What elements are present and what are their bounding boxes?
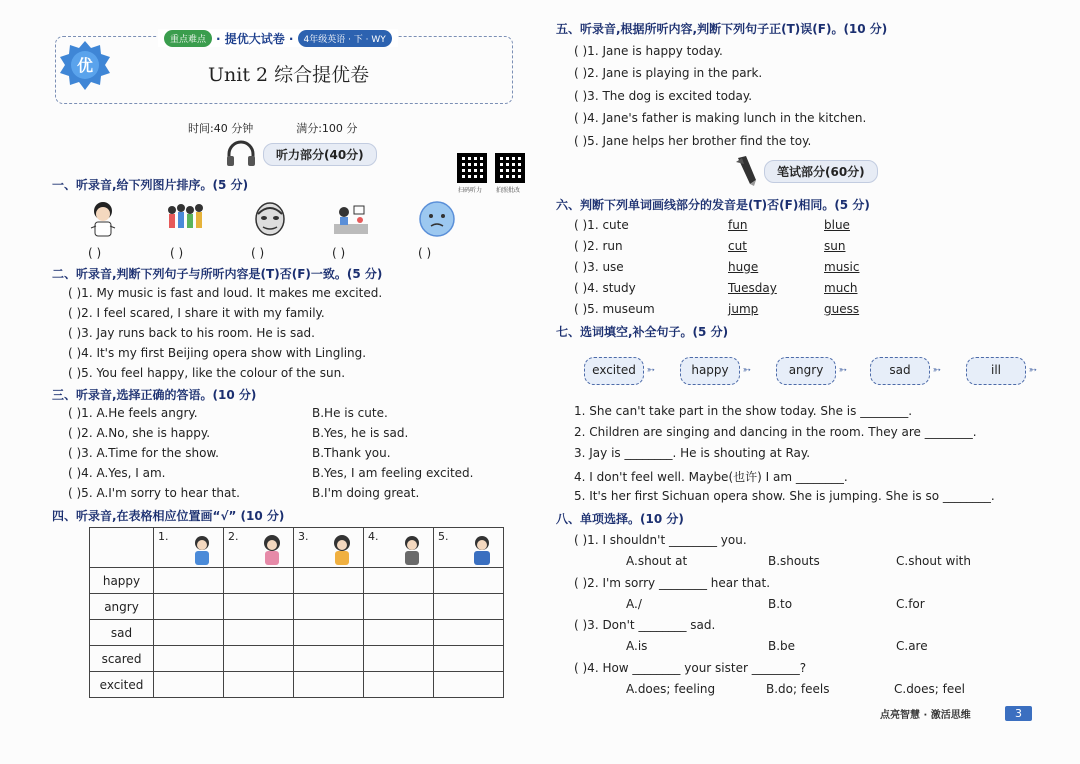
qr-code-grading[interactable]: [495, 153, 525, 183]
s2-item-4[interactable]: ( )4. It's my first Beijing opera show with Lingling.: [68, 346, 367, 360]
s8-option[interactable]: B.be: [768, 639, 796, 653]
s8-option[interactable]: B.do; feels: [766, 682, 830, 696]
grid-col-4: 4.: [364, 528, 434, 568]
boy-avatar-icon: [469, 534, 495, 566]
s3-item-5-b[interactable]: B.I'm doing great.: [312, 486, 420, 500]
grid-cell[interactable]: [364, 672, 434, 698]
scared-girl-picture: [82, 198, 124, 240]
grid-cell[interactable]: [294, 646, 364, 672]
s5-item-5[interactable]: ( )5. Jane helps her brother find the toy.: [574, 134, 812, 148]
s2-item-2[interactable]: ( )2. I feel scared, I share it with my family.: [68, 306, 325, 320]
banner-title: · 提优大试卷 ·: [216, 31, 294, 46]
grid-col-3: 3.: [294, 528, 364, 568]
grid-cell[interactable]: [154, 620, 224, 646]
listening-title: 听力部分(40分): [263, 143, 377, 166]
s6-word: much: [824, 281, 858, 295]
page-title: Unit 2 综合提优卷: [208, 64, 370, 86]
word-tag-happy[interactable]: happy ➳: [680, 357, 740, 385]
word-tag-ill[interactable]: ill ➳: [966, 357, 1026, 385]
grid-header-row: [90, 528, 504, 568]
grid-cell[interactable]: [154, 568, 224, 594]
boy-avatar-icon: [189, 534, 215, 566]
s7-item-4[interactable]: 4. I don't feel well. Maybe(也许) I am ________.: [574, 470, 848, 484]
s6-item-2[interactable]: ( )2. run: [574, 239, 623, 253]
s8-option[interactable]: A.does; feeling: [626, 682, 716, 696]
grid-cell[interactable]: [434, 620, 504, 646]
s8-item-3[interactable]: ( )3. Don't ________ sad.: [574, 618, 716, 632]
grid-row-label: angry: [90, 594, 154, 620]
header-banner: [158, 29, 398, 47]
s6-word: guess: [824, 302, 860, 316]
grid-cell[interactable]: [364, 620, 434, 646]
grid-cell[interactable]: [434, 568, 504, 594]
s2-item-1[interactable]: ( )1. My music is fast and loud. It makes me excited.: [68, 286, 383, 300]
writing-section-heading: [734, 156, 878, 186]
s8-option[interactable]: C.are: [896, 639, 928, 653]
grid-cell[interactable]: [224, 620, 294, 646]
grid-cell[interactable]: [434, 594, 504, 620]
s3-item-2-a[interactable]: ( )2. A.No, she is happy.: [68, 426, 211, 440]
page-number: 3: [1005, 706, 1032, 721]
section-7-heading: 七、选词填空,补全句子。(5 分): [556, 325, 729, 339]
emotion-grid-table: [89, 527, 504, 698]
grid-cell[interactable]: [294, 672, 364, 698]
grid-cell[interactable]: [154, 646, 224, 672]
grid-col-1: 1.: [154, 528, 224, 568]
picture-answer-2[interactable]: ( ): [170, 246, 184, 260]
picture-answer-3[interactable]: ( ): [251, 246, 265, 260]
s3-item-1-b[interactable]: B.He is cute.: [312, 406, 388, 420]
grid-col-5: 5.: [434, 528, 504, 568]
grid-cell[interactable]: [154, 594, 224, 620]
grid-cell[interactable]: [434, 672, 504, 698]
time-limit: 时间:40 分钟: [188, 122, 254, 135]
s6-item-5[interactable]: ( )5. museum: [574, 302, 655, 316]
time-info: [188, 120, 357, 136]
grid-row-angry: [90, 594, 504, 620]
banner-pill-key: 重点难点: [164, 30, 212, 47]
grid-cell[interactable]: [364, 646, 434, 672]
s6-word: sun: [824, 239, 846, 253]
word-tag-sad[interactable]: sad ➳: [870, 357, 930, 385]
girl-avatar-icon: [329, 534, 355, 566]
s6-word: jump: [728, 302, 759, 316]
grid-cell[interactable]: [224, 672, 294, 698]
s6-word: Tuesday: [728, 281, 777, 295]
badge-char: 优: [76, 56, 94, 75]
section-1-heading: 一、听录音,给下列图片排序。(5 分): [52, 178, 249, 192]
grid-row-scared: [90, 646, 504, 672]
section-5-heading: 五、听录音,根据所听内容,判断下列句子正(T)误(F)。(10 分): [556, 22, 888, 36]
s3-item-3-b[interactable]: B.Thank you.: [312, 446, 391, 460]
excellence-badge-icon: [58, 40, 112, 94]
s6-word: fun: [728, 218, 748, 232]
headphones-icon: [225, 140, 257, 168]
s8-item-1[interactable]: ( )1. I shouldn't ________ you.: [574, 533, 747, 547]
s8-option[interactable]: B.to: [768, 597, 793, 611]
s5-item-1[interactable]: ( )1. Jane is happy today.: [574, 44, 723, 58]
word-tag-angry[interactable]: angry ➳: [776, 357, 836, 385]
s8-item-2[interactable]: ( )2. I'm sorry ________ hear that.: [574, 576, 771, 590]
grid-row-label: sad: [90, 620, 154, 646]
s8-option[interactable]: B.shouts: [768, 554, 820, 568]
s8-option[interactable]: C.for: [896, 597, 925, 611]
grid-row-label: excited: [90, 672, 154, 698]
s3-item-1-a[interactable]: ( )1. A.He feels angry.: [68, 406, 198, 420]
grid-row-label: happy: [90, 568, 154, 594]
grid-cell[interactable]: [434, 646, 504, 672]
grid-cell[interactable]: [154, 672, 224, 698]
listening-section-heading: [225, 140, 377, 168]
s6-item-1[interactable]: ( )1. cute: [574, 218, 629, 232]
section-2-heading: 二、听录音,判断下列句子与所听内容是(T)否(F)一致。(5 分): [52, 267, 383, 281]
s8-option[interactable]: C.shout with: [896, 554, 971, 568]
writing-title: 笔试部分(60分): [764, 160, 878, 183]
s8-option[interactable]: A./: [626, 597, 642, 611]
right-column: [548, 0, 1048, 764]
section-4-heading: 四、听录音,在表格相应位置画“√” (10 分): [52, 509, 285, 523]
s6-word: huge: [728, 260, 759, 274]
banner-pill-grade: 4年级英语 · 下 · WY: [298, 30, 392, 47]
s6-word: blue: [824, 218, 850, 232]
opera-mask-picture: [249, 198, 291, 240]
picture-answer-5[interactable]: ( ): [418, 246, 432, 260]
children-group-picture: [164, 198, 206, 240]
section-6-heading: 六、判断下列单词画线部分的发音是(T)否(F)相同。(5 分): [556, 198, 870, 212]
grid-row-excited: [90, 672, 504, 698]
s6-word: music: [824, 260, 860, 274]
s3-item-4-a[interactable]: ( )4. A.Yes, I am.: [68, 466, 166, 480]
picture-answer-1[interactable]: ( ): [88, 246, 102, 260]
section-3-heading: 三、听录音,选择正确的答语。(10 分): [52, 388, 257, 402]
grid-cell[interactable]: [364, 568, 434, 594]
s8-option[interactable]: C.does; feel: [894, 682, 965, 696]
boy-avatar-icon: [399, 534, 425, 566]
s8-option[interactable]: A.shout at: [626, 554, 688, 568]
grid-cell[interactable]: [224, 568, 294, 594]
s3-item-3-a[interactable]: ( )3. A.Time for the show.: [68, 446, 219, 460]
grid-row-sad: [90, 620, 504, 646]
grid-cell[interactable]: [224, 646, 294, 672]
s6-word: cut: [728, 239, 747, 253]
grid-cell[interactable]: [294, 620, 364, 646]
s5-item-2[interactable]: ( )2. Jane is playing in the park.: [574, 66, 763, 80]
grid-cell[interactable]: [294, 568, 364, 594]
grid-row-label: scared: [90, 646, 154, 672]
pen-icon: [734, 156, 758, 186]
s3-item-5-a[interactable]: ( )5. A.I'm sorry to hear that.: [68, 486, 240, 500]
section-8-heading: 八、单项选择。(10 分): [556, 512, 684, 526]
grid-cell[interactable]: [224, 594, 294, 620]
s7-item-2[interactable]: 2. Children are singing and dancing in the room. They are ________.: [574, 425, 977, 439]
s3-item-2-b[interactable]: B.Yes, he is sad.: [312, 426, 409, 440]
s7-item-1[interactable]: 1. She can't take part in the show today. She is ________.: [574, 404, 913, 418]
s7-item-3[interactable]: 3. Jay is ________. He is shouting at Ray.: [574, 446, 811, 460]
full-score: 满分:100 分: [296, 122, 358, 135]
grid-col-2: 2.: [224, 528, 294, 568]
qr-caption-listening: 扫码听力: [458, 187, 483, 194]
s7-item-5[interactable]: 5. It's her first Sichuan opera show. She is jumping. She is so ________.: [574, 489, 995, 503]
s8-item-4[interactable]: ( )4. How ________ your sister ________?: [574, 661, 807, 675]
girl-avatar-icon: [259, 534, 285, 566]
s5-item-4[interactable]: ( )4. Jane's father is making lunch in the kitchen.: [574, 111, 867, 125]
grid-row-happy: [90, 568, 504, 594]
s6-item-3[interactable]: ( )3. use: [574, 260, 624, 274]
left-column: [40, 0, 530, 764]
s6-item-4[interactable]: ( )4. study: [574, 281, 636, 295]
footer-slogan: 点亮智慧 · 激活思维: [880, 710, 971, 721]
s2-item-5[interactable]: ( )5. You feel happy, like the colour of the sun.: [68, 366, 346, 380]
qr-caption-grading: 拍照批改: [496, 187, 521, 194]
kitchen-scene-picture: [330, 198, 372, 240]
s3-item-4-b[interactable]: B.Yes, I am feeling excited.: [312, 466, 474, 480]
blue-face-picture: [416, 198, 458, 240]
grid-cell[interactable]: [294, 594, 364, 620]
s5-item-3[interactable]: ( )3. The dog is excited today.: [574, 89, 753, 103]
picture-answer-4[interactable]: ( ): [332, 246, 346, 260]
s8-option[interactable]: A.is: [626, 639, 648, 653]
s2-item-3[interactable]: ( )3. Jay runs back to his room. He is sad.: [68, 326, 315, 340]
word-tag-excited[interactable]: excited ➳: [584, 357, 644, 385]
qr-code-listening[interactable]: [457, 153, 487, 183]
grid-cell[interactable]: [364, 594, 434, 620]
